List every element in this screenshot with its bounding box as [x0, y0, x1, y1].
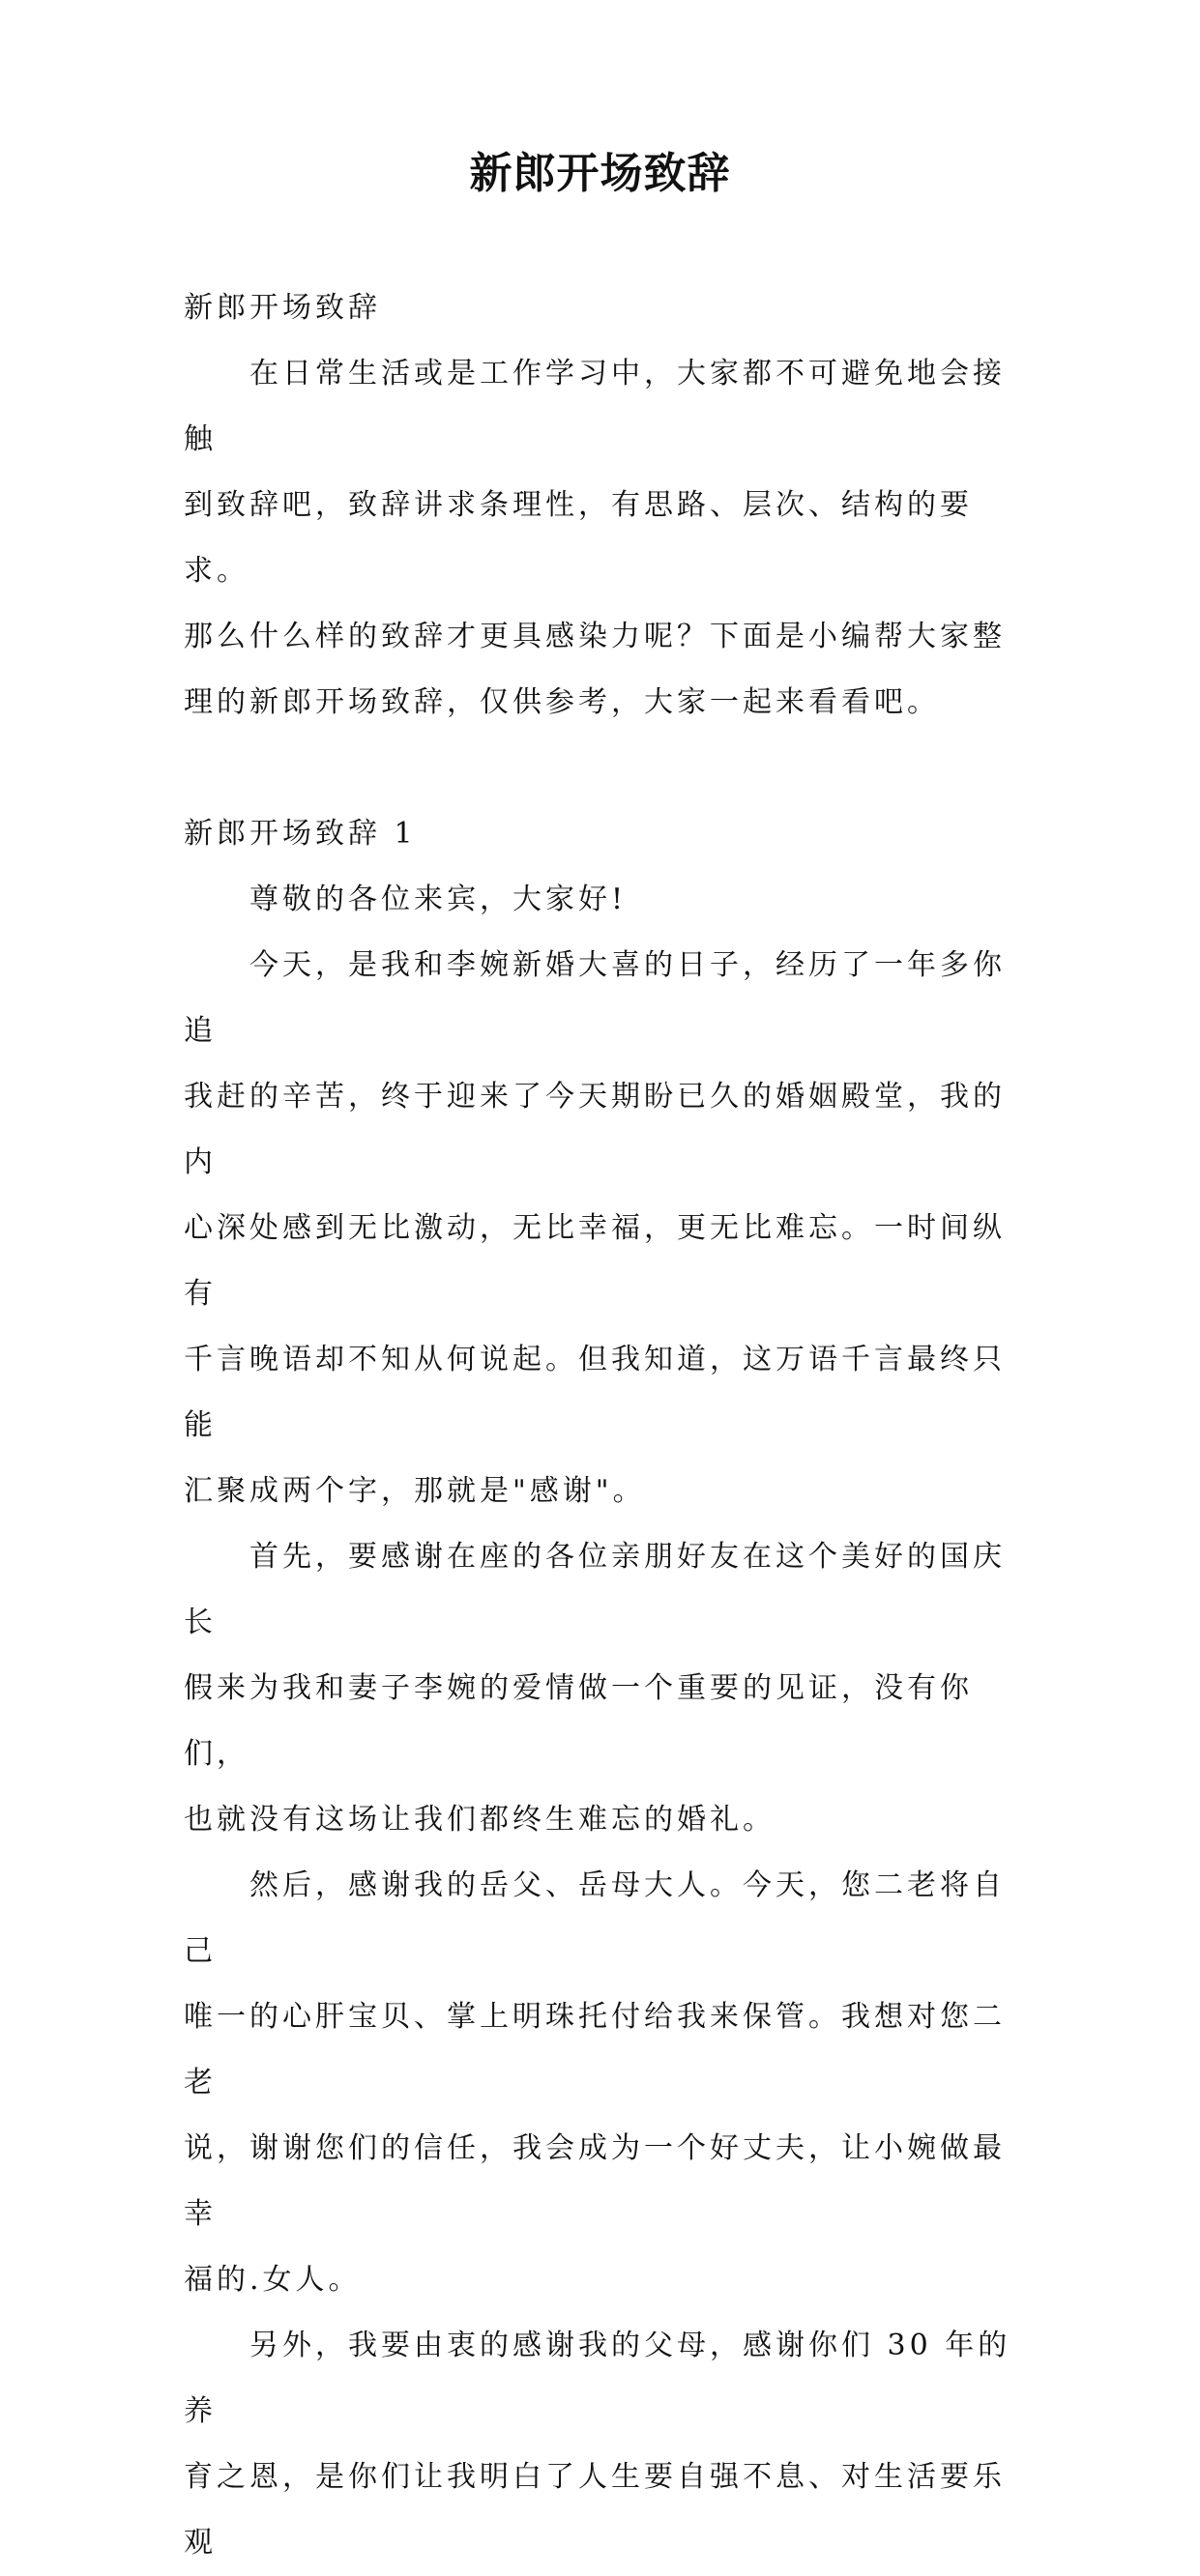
para3-line-1: 然后，感谢我的岳父、岳母大人。今天，您二老将自己 — [184, 1868, 1006, 1968]
intro-line-1: 在日常生活或是工作学习中，大家都不可避免地会接触 — [184, 357, 1006, 456]
section-gap — [184, 736, 1035, 801]
section1-greeting: 尊敬的各位来宾，大家好! — [249, 883, 628, 916]
para1-line-3: 心深处感到无比激动，无比幸福，更无比难忘。一时间纵有 — [184, 1211, 1006, 1311]
para2-line-2: 假来为我和妻子李婉的爱情做一个重要的见证，没有你们， — [184, 1671, 973, 1771]
para1-line-1: 今天，是我和李婉新婚大喜的日子，经历了一年多你追 — [184, 948, 1006, 1048]
intro-line-3: 那么什么样的致辞才更具感染力呢？下面是小编帮大家整 — [184, 620, 1006, 653]
para3-line-2: 唯一的心肝宝贝、掌上明珠托付给我来保管。我想对您二老 — [184, 2000, 1006, 2099]
intro-line-4: 理的新郎开场致辞，仅供参考，大家一起来看看吧。 — [184, 685, 940, 719]
subtitle: 新郎开场致辞 — [184, 291, 381, 325]
para2-line-3: 也就没有这场让我们都终生难忘的婚礼。 — [184, 1803, 776, 1837]
document-body — [184, 275, 1035, 2576]
para1-line-4: 千言晚语却不知从何说起。但我知道，这万语千言最终只能 — [184, 1343, 1006, 1442]
para3-line-4: 福的.女人。 — [184, 2263, 362, 2297]
para1-line-5: 汇聚成两个字，那就是"感谢"。 — [184, 1474, 646, 1508]
para4-line-2: 育之恩，是你们让我明白了人生要自强不息、对生活要乐观 — [184, 2460, 1006, 2560]
document-title: 新郎开场致辞 — [469, 149, 731, 198]
para3-line-3: 说，谢谢您们的信任，我会成为一个好丈夫，让小婉做最幸 — [184, 2131, 1006, 2231]
para4-line-1: 另外，我要由衷的感谢我的父母，感谢你们 30 年的养 — [184, 2329, 1011, 2428]
para1-line-2: 我赶的辛苦，终于迎来了今天期盼已久的婚姻殿堂，我的内 — [184, 1080, 1006, 1179]
intro-line-2: 到致辞吧，致辞讲求条理性，有思路、层次、结构的要求。 — [184, 488, 973, 588]
section1-heading: 新郎开场致辞 1 — [184, 817, 417, 851]
para2-line-1: 首先，要感谢在座的各位亲朋好友在这个美好的国庆长 — [184, 1540, 1006, 1639]
